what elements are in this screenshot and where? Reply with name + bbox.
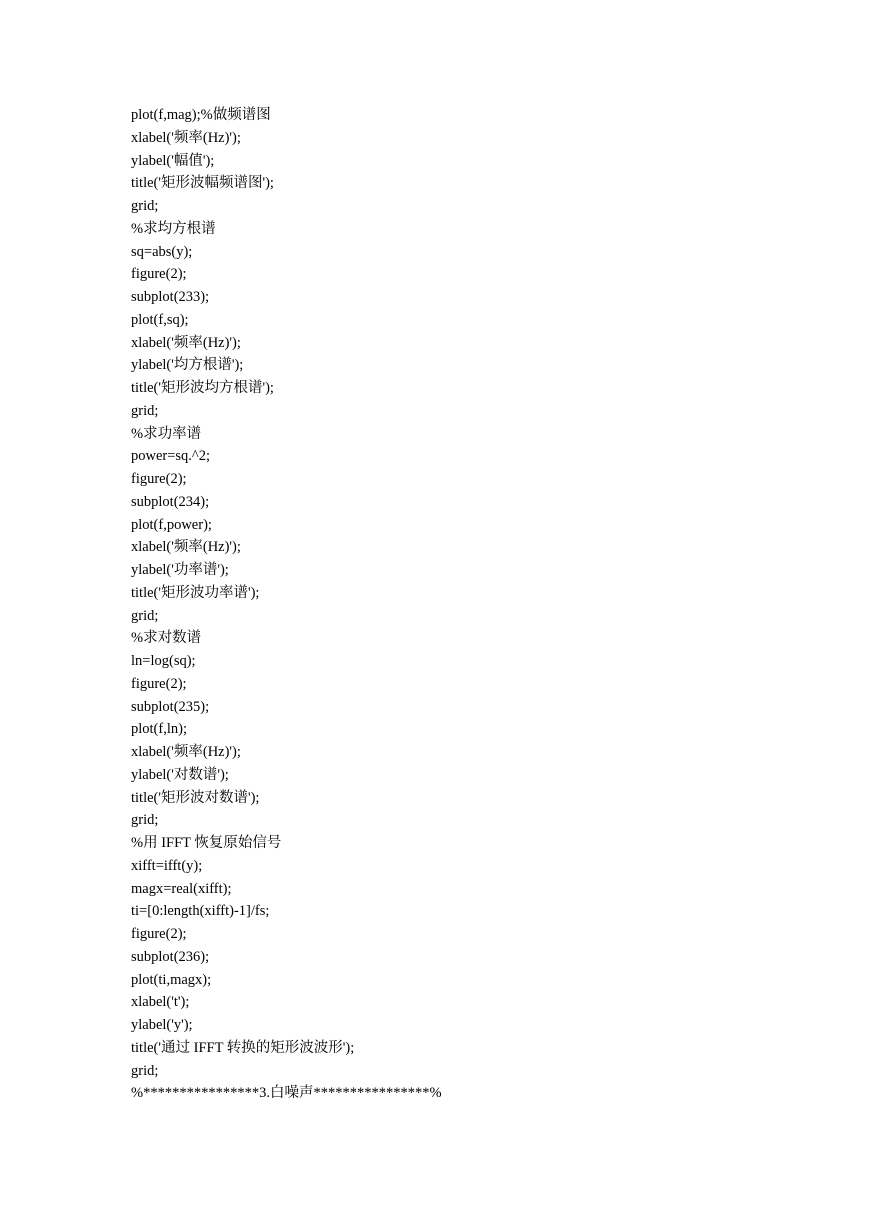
code-line: power=sq.^2;: [131, 448, 211, 465]
code-line: figure(2);: [131, 471, 187, 487]
code-line: title('矩形波功率谱');: [131, 584, 260, 601]
code-line: %求功率谱: [131, 425, 202, 442]
matlab-code-listing: [131, 104, 442, 1105]
code-line: %求对数谱: [131, 630, 202, 647]
code-line: ylabel('y');: [131, 1017, 193, 1033]
code-line: grid;: [131, 402, 159, 419]
code-line: xlabel('频率(Hz)');: [131, 334, 241, 351]
code-line: ylabel('幅值');: [131, 152, 215, 169]
code-line: ln=log(sq);: [131, 653, 196, 669]
code-line: subplot(234);: [131, 493, 210, 510]
code-line: plot(f,power);: [131, 516, 212, 533]
code-line: title('矩形波对数谱');: [131, 789, 260, 806]
code-line: grid;: [131, 812, 159, 829]
code-line: sq=abs(y);: [131, 243, 193, 260]
code-line: %用 IFFT 恢复原始信号: [131, 835, 282, 851]
code-line: plot(ti,magx);: [131, 971, 212, 988]
code-line: %求均方根谱: [131, 220, 216, 237]
code-line: plot(f,mag);%做频谱图: [131, 107, 271, 123]
code-line: xlabel('t');: [131, 994, 190, 1011]
code-line: figure(2);: [131, 675, 187, 692]
code-line: title('通过 IFFT 转换的矩形波波形');: [131, 1039, 355, 1056]
code-line: ylabel('功率谱');: [131, 562, 229, 578]
code-line: figure(2);: [131, 266, 187, 283]
code-line: xlabel('频率(Hz)');: [131, 744, 241, 760]
code-line: subplot(233);: [131, 289, 210, 305]
code-line: grid;: [131, 1062, 159, 1079]
code-line: title('矩形波均方根谱');: [131, 380, 274, 396]
code-line: grid;: [131, 607, 159, 624]
code-line: subplot(236);: [131, 948, 210, 965]
code-line: %****************3.白噪声****************%: [131, 1085, 442, 1102]
code-line: grid;: [131, 198, 159, 214]
code-line: plot(f,ln);: [131, 721, 187, 738]
code-line: title('矩形波幅频谱图');: [131, 175, 274, 192]
code-line: figure(2);: [131, 926, 187, 942]
code-line: xlabel('频率(Hz)');: [131, 539, 241, 556]
code-line: ti=[0:length(xifft)-1]/fs;: [131, 903, 270, 920]
code-line: ylabel('均方根谱');: [131, 357, 244, 374]
code-line: subplot(235);: [131, 698, 210, 715]
code-line: magx=real(xifft);: [131, 880, 232, 897]
code-line: xlabel('频率(Hz)');: [131, 129, 241, 146]
code-line: ylabel('对数谱');: [131, 766, 229, 783]
code-line: xifft=ifft(y);: [131, 857, 203, 874]
code-line: plot(f,sq);: [131, 311, 189, 328]
